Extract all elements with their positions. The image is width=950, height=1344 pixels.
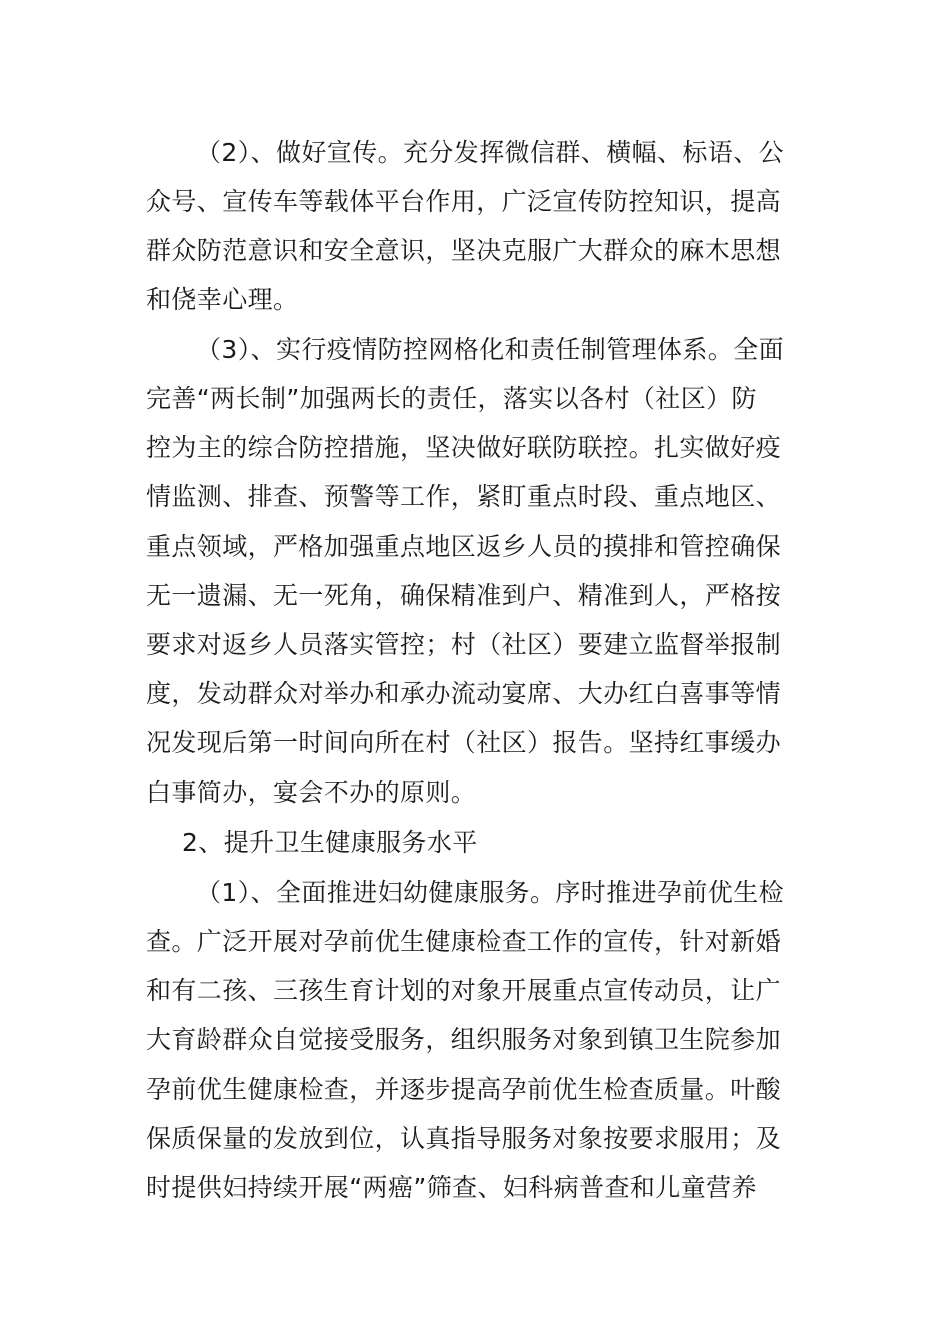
paragraph-line: （1）、全面推进妇幼健康服务。序时推进孕前优生检 [196, 878, 785, 907]
paragraph-line: 群众防范意识和安全意识，坚决克服广大群众的麻木思想 [146, 236, 782, 265]
paragraph-line: （3）、实行疫情防控网格化和责任制管理体系。全面 [196, 335, 785, 364]
section-heading: 2、提升卫生健康服务水平 [182, 828, 478, 857]
paragraph-line: 无一遗漏、无一死角，确保精准到户、精准到人，严格按 [146, 581, 782, 610]
paragraph-line: 众号、宣传车等载体平台作用，广泛宣传防控知识，提高 [146, 187, 782, 216]
paragraph-line: 重点领域，严格加强重点地区返乡人员的摸排和管控确保 [146, 532, 782, 561]
paragraph-line: 要求对返乡人员落实管控；村（社区）要建立监督举报制 [146, 630, 782, 659]
paragraph-line: 和有二孩、三孩生育计划的对象开展重点宣传动员，让广 [146, 976, 782, 1005]
paragraph-line: 控为主的综合防控措施，坚决做好联防联控。扎实做好疫 [146, 433, 782, 462]
paragraph-line: 度，发动群众对举办和承办流动宴席、大办红白喜事等情 [146, 679, 782, 708]
paragraph-line: 和侥幸心理。 [146, 285, 299, 314]
paragraph-line: 完善“两长制”加强两长的责任，落实以各村（社区）防 [146, 384, 757, 413]
paragraph-line: 孕前优生健康检查，并逐步提高孕前优生检查质量。叶酸 [146, 1075, 782, 1104]
paragraph-line: （2）、做好宣传。充分发挥微信群、横幅、标语、公 [196, 138, 785, 167]
paragraph-line: 情监测、排查、预警等工作，紧盯重点时段、重点地区、 [146, 482, 782, 511]
paragraph-line: 况发现后第一时间向所在村（社区）报告。坚持红事缓办 [146, 728, 782, 757]
paragraph-line: 白事简办，宴会不办的原则。 [146, 778, 477, 807]
paragraph-line: 查。广泛开展对孕前优生健康检查工作的宣传，针对新婚 [146, 927, 782, 956]
paragraph-line: 时提供妇持续开展“两癌”筛查、妇科病普查和儿童营养 [146, 1173, 757, 1202]
paragraph-line: 大育龄群众自觉接受服务，组织服务对象到镇卫生院参加 [146, 1025, 782, 1054]
paragraph-line: 保质保量的发放到位，认真指导服务对象按要求服用；及 [146, 1124, 782, 1153]
